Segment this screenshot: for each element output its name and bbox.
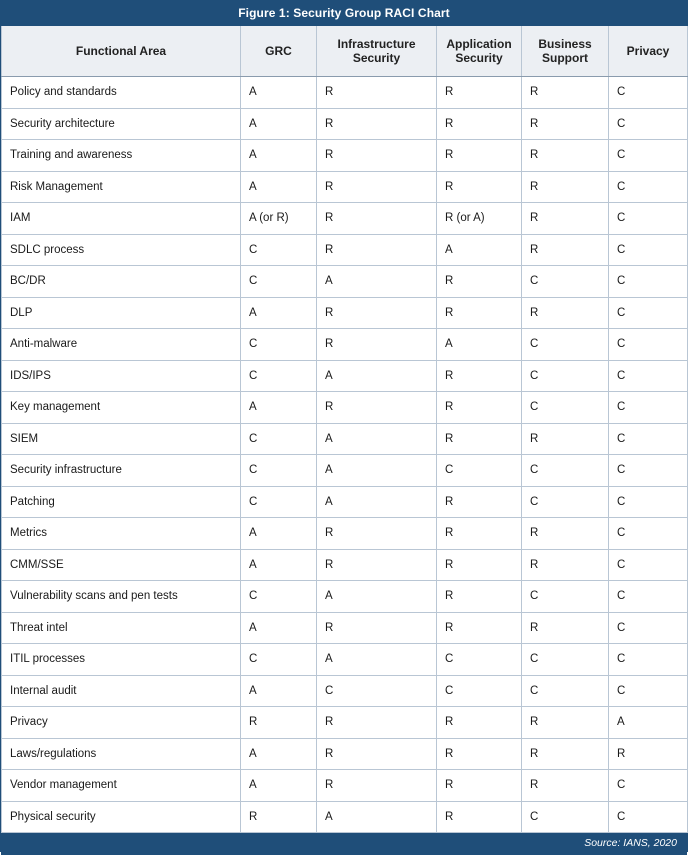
column-header-infrastructure-security: Infrastructure Security	[317, 26, 437, 77]
cell-grc: C	[241, 266, 317, 298]
cell-biz: R	[522, 203, 609, 235]
table-row	[2, 486, 688, 518]
cell-infra: R	[317, 108, 437, 140]
table-row	[2, 392, 688, 424]
cell-app: R	[437, 297, 522, 329]
cell-grc: A	[241, 549, 317, 581]
cell-app: R	[437, 266, 522, 298]
table-body	[2, 77, 688, 833]
cell-grc: C	[241, 486, 317, 518]
cell-app: R	[437, 738, 522, 770]
cell-biz: R	[522, 140, 609, 172]
cell-grc: C	[241, 455, 317, 487]
table-row	[2, 644, 688, 676]
cell-grc: C	[241, 360, 317, 392]
cell-infra: R	[317, 297, 437, 329]
cell-app: R	[437, 581, 522, 613]
cell-infra: R	[317, 518, 437, 550]
table-row	[2, 171, 688, 203]
cell-app: R (or A)	[437, 203, 522, 235]
cell-grc: A	[241, 675, 317, 707]
cell-privacy: A	[609, 707, 688, 739]
cell-biz: C	[522, 581, 609, 613]
cell-infra: R	[317, 612, 437, 644]
cell-app: C	[437, 675, 522, 707]
cell-app: R	[437, 707, 522, 739]
cell-biz: C	[522, 266, 609, 298]
table-row	[2, 770, 688, 802]
cell-privacy: C	[609, 644, 688, 676]
table-row	[2, 581, 688, 613]
cell-grc: A	[241, 738, 317, 770]
table-row	[2, 518, 688, 550]
cell-biz: R	[522, 423, 609, 455]
cell-infra: A	[317, 486, 437, 518]
cell-privacy: C	[609, 770, 688, 802]
table-row	[2, 801, 688, 833]
cell-biz: C	[522, 801, 609, 833]
cell-infra: A	[317, 644, 437, 676]
cell-infra: R	[317, 77, 437, 109]
cell-grc: R	[241, 707, 317, 739]
table-row	[2, 423, 688, 455]
cell-functional-area: BC/DR	[2, 266, 241, 298]
cell-privacy: C	[609, 77, 688, 109]
cell-functional-area: Anti-malware	[2, 329, 241, 361]
cell-functional-area: Security architecture	[2, 108, 241, 140]
cell-infra: A	[317, 581, 437, 613]
cell-functional-area: Training and awareness	[2, 140, 241, 172]
table-row	[2, 297, 688, 329]
table-row	[2, 77, 688, 109]
cell-privacy: C	[609, 675, 688, 707]
cell-biz: R	[522, 171, 609, 203]
cell-functional-area: Vendor management	[2, 770, 241, 802]
table-row	[2, 108, 688, 140]
cell-functional-area: Threat intel	[2, 612, 241, 644]
cell-app: R	[437, 360, 522, 392]
cell-privacy: C	[609, 423, 688, 455]
table-row	[2, 549, 688, 581]
cell-infra: R	[317, 770, 437, 802]
cell-app: R	[437, 549, 522, 581]
table-row	[2, 455, 688, 487]
cell-functional-area: Policy and standards	[2, 77, 241, 109]
cell-biz: R	[522, 707, 609, 739]
cell-biz: C	[522, 329, 609, 361]
cell-functional-area: Metrics	[2, 518, 241, 550]
cell-infra: R	[317, 171, 437, 203]
table-row	[2, 329, 688, 361]
cell-privacy: R	[609, 738, 688, 770]
cell-biz: R	[522, 518, 609, 550]
table-row	[2, 266, 688, 298]
cell-grc: A	[241, 612, 317, 644]
cell-privacy: C	[609, 203, 688, 235]
cell-functional-area: Risk Management	[2, 171, 241, 203]
table-row	[2, 707, 688, 739]
cell-app: R	[437, 392, 522, 424]
cell-functional-area: IAM	[2, 203, 241, 235]
cell-infra: A	[317, 266, 437, 298]
cell-functional-area: Security infrastructure	[2, 455, 241, 487]
cell-biz: C	[522, 644, 609, 676]
table-header	[2, 26, 688, 77]
cell-grc: C	[241, 581, 317, 613]
table-row	[2, 140, 688, 172]
cell-biz: C	[522, 392, 609, 424]
cell-infra: R	[317, 140, 437, 172]
cell-infra: R	[317, 329, 437, 361]
cell-grc: C	[241, 644, 317, 676]
cell-functional-area: Key management	[2, 392, 241, 424]
cell-biz: R	[522, 612, 609, 644]
cell-functional-area: Internal audit	[2, 675, 241, 707]
cell-infra: A	[317, 423, 437, 455]
table-row	[2, 203, 688, 235]
column-header-application-security: Application Security	[437, 26, 522, 77]
cell-biz: C	[522, 486, 609, 518]
table-row	[2, 738, 688, 770]
cell-grc: R	[241, 801, 317, 833]
cell-privacy: C	[609, 297, 688, 329]
cell-grc: A	[241, 140, 317, 172]
cell-privacy: C	[609, 329, 688, 361]
cell-app: C	[437, 644, 522, 676]
cell-privacy: C	[609, 549, 688, 581]
cell-grc: A	[241, 297, 317, 329]
table-row	[2, 675, 688, 707]
figure-title: Figure 1: Security Group RACI Chart	[1, 1, 687, 26]
cell-grc: A	[241, 392, 317, 424]
cell-infra: C	[317, 675, 437, 707]
cell-biz: C	[522, 455, 609, 487]
cell-functional-area: IDS/IPS	[2, 360, 241, 392]
column-header-business-support: Business Support	[522, 26, 609, 77]
cell-grc: C	[241, 423, 317, 455]
cell-grc: A	[241, 77, 317, 109]
column-header-privacy: Privacy	[609, 26, 688, 77]
cell-app: C	[437, 455, 522, 487]
cell-app: R	[437, 612, 522, 644]
cell-infra: R	[317, 549, 437, 581]
cell-functional-area: DLP	[2, 297, 241, 329]
cell-app: R	[437, 423, 522, 455]
cell-infra: A	[317, 801, 437, 833]
cell-privacy: C	[609, 108, 688, 140]
cell-biz: R	[522, 770, 609, 802]
cell-privacy: C	[609, 486, 688, 518]
cell-app: R	[437, 770, 522, 802]
column-header-grc: GRC	[241, 26, 317, 77]
table-row	[2, 234, 688, 266]
cell-privacy: C	[609, 171, 688, 203]
cell-biz: R	[522, 738, 609, 770]
cell-app: R	[437, 801, 522, 833]
cell-grc: A	[241, 171, 317, 203]
cell-infra: R	[317, 392, 437, 424]
cell-app: R	[437, 77, 522, 109]
cell-functional-area: ITIL processes	[2, 644, 241, 676]
cell-app: R	[437, 171, 522, 203]
cell-privacy: C	[609, 518, 688, 550]
cell-functional-area: Patching	[2, 486, 241, 518]
cell-grc: A	[241, 770, 317, 802]
cell-biz: C	[522, 360, 609, 392]
source-note: Source: IANS, 2020	[1, 833, 687, 855]
cell-functional-area: Physical security	[2, 801, 241, 833]
cell-biz: R	[522, 234, 609, 266]
cell-privacy: C	[609, 612, 688, 644]
cell-privacy: C	[609, 455, 688, 487]
cell-biz: R	[522, 297, 609, 329]
cell-biz: C	[522, 675, 609, 707]
cell-app: R	[437, 518, 522, 550]
cell-grc: A	[241, 518, 317, 550]
cell-functional-area: Privacy	[2, 707, 241, 739]
cell-functional-area: SIEM	[2, 423, 241, 455]
cell-app: R	[437, 140, 522, 172]
cell-functional-area: CMM/SSE	[2, 549, 241, 581]
table-row	[2, 612, 688, 644]
table-header-row	[2, 26, 688, 77]
cell-infra: R	[317, 738, 437, 770]
column-header-functional-area: Functional Area	[2, 26, 241, 77]
cell-privacy: C	[609, 581, 688, 613]
cell-grc: C	[241, 329, 317, 361]
cell-biz: R	[522, 77, 609, 109]
cell-functional-area: Vulnerability scans and pen tests	[2, 581, 241, 613]
cell-infra: A	[317, 455, 437, 487]
cell-app: R	[437, 486, 522, 518]
cell-functional-area: SDLC process	[2, 234, 241, 266]
cell-privacy: C	[609, 266, 688, 298]
cell-privacy: C	[609, 360, 688, 392]
cell-app: A	[437, 329, 522, 361]
cell-biz: R	[522, 108, 609, 140]
cell-functional-area: Laws/regulations	[2, 738, 241, 770]
table-row	[2, 360, 688, 392]
cell-infra: R	[317, 707, 437, 739]
cell-privacy: C	[609, 392, 688, 424]
cell-grc: C	[241, 234, 317, 266]
cell-infra: A	[317, 360, 437, 392]
raci-table	[1, 26, 688, 833]
cell-app: R	[437, 108, 522, 140]
cell-infra: R	[317, 203, 437, 235]
cell-privacy: C	[609, 801, 688, 833]
cell-grc: A	[241, 108, 317, 140]
cell-app: A	[437, 234, 522, 266]
cell-grc: A (or R)	[241, 203, 317, 235]
cell-infra: R	[317, 234, 437, 266]
cell-privacy: C	[609, 234, 688, 266]
cell-privacy: C	[609, 140, 688, 172]
cell-biz: R	[522, 549, 609, 581]
